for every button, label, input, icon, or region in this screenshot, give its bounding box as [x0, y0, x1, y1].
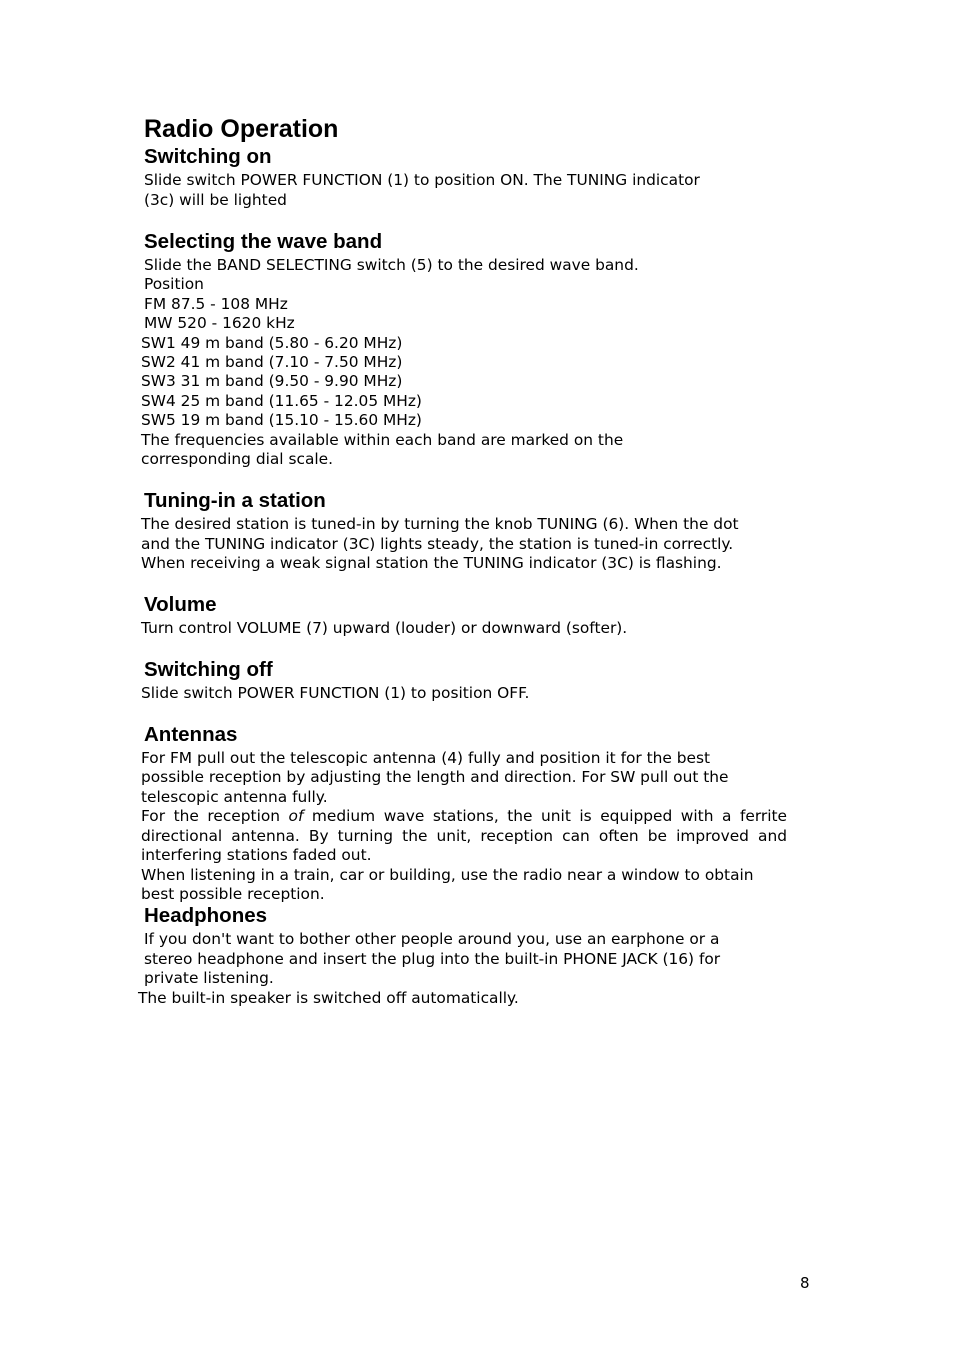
tuning-line-3: When receiving a weak signal station the TUNING indicator (3C) is flashing. — [141, 554, 722, 572]
antennas-line-5: directional antenna. By turning the unit, reception can often be improved and — [141, 827, 787, 845]
heading-headphones: Headphones — [144, 904, 268, 927]
wave-band-note-2: corresponding dial scale. — [141, 450, 334, 468]
antennas-line-2: possible reception by adjusting the length and direction. For SW pull out the — [141, 768, 729, 786]
wave-band-line-2: Position — [144, 275, 204, 293]
switching-on-line-1: Slide switch POWER FUNCTION (1) to position ON. The TUNING indicator — [144, 171, 700, 189]
wave-band-sw1: SW1 49 m band (5.80 - 6.20 MHz) — [141, 334, 403, 352]
wave-band-sw2: SW2 41 m band (7.10 - 7.50 MHz) — [141, 353, 403, 371]
wave-band-sw4: SW4 25 m band (11.65 - 12.05 MHz) — [141, 392, 422, 410]
switching-on-line-2: (3c) will be lighted — [144, 191, 287, 209]
antennas-line-4-end: medium wave stations, the unit is equipped with a ferrite — [303, 807, 787, 825]
wave-band-note-1: The frequencies available within each band are marked on the — [141, 431, 624, 449]
headphones-line-3: private listening. — [144, 969, 274, 987]
headphones-line-4: The built-in speaker is switched off automatically. — [138, 989, 519, 1007]
page-title: Radio Operation — [144, 115, 339, 143]
wave-band-sw5: SW5 19 m band (15.10 - 15.60 MHz) — [141, 411, 422, 429]
tuning-line-2: and the TUNING indicator (3C) lights steady, the station is tuned-in correctly. — [141, 535, 734, 553]
wave-band-sw3: SW3 31 m band (9.50 - 9.90 MHz) — [141, 372, 403, 390]
heading-tuning: Tuning-in a station — [144, 489, 326, 512]
antennas-line-8: best possible reception. — [141, 885, 325, 903]
antennas-line-3: telescopic antenna fully. — [141, 788, 328, 806]
heading-antennas: Antennas — [144, 723, 238, 746]
antennas-line-4-italic: of — [288, 807, 304, 825]
antennas-line-1: For FM pull out the telescopic antenna (4) fully and position it for the best — [141, 749, 711, 767]
antennas-line-6: interfering stations faded out. — [141, 846, 372, 864]
headphones-line-2: stereo headphone and insert the plug into the built-in PHONE JACK (16) for — [144, 950, 721, 968]
heading-switching-on: Switching on — [144, 145, 272, 168]
heading-volume: Volume — [144, 593, 217, 616]
headphones-line-1: If you don't want to bother other people around you, use an earphone or a — [144, 930, 720, 948]
heading-switching-off: Switching off — [144, 658, 273, 681]
wave-band-fm: FM 87.5 - 108 MHz — [144, 295, 288, 313]
wave-band-mw: MW 520 - 1620 kHz — [144, 314, 295, 332]
volume-line-1: Turn control VOLUME (7) upward (louder) or downward (softer). — [141, 619, 628, 637]
tuning-line-1: The desired station is tuned-in by turning the knob TUNING (6). When the dot — [141, 515, 739, 533]
antennas-line-4 — [141, 807, 787, 827]
antennas-line-7: When listening in a train, car or building, use the radio near a window to obtain — [141, 866, 754, 884]
switching-off-line-1: Slide switch POWER FUNCTION (1) to position OFF. — [141, 684, 530, 702]
heading-wave-band: Selecting the wave band — [144, 230, 383, 253]
antennas-line-4-start: For the reception — [141, 807, 289, 825]
page-number: 8 — [800, 1274, 810, 1292]
wave-band-line-1: Slide the BAND SELECTING switch (5) to the desired wave band. — [144, 256, 639, 274]
